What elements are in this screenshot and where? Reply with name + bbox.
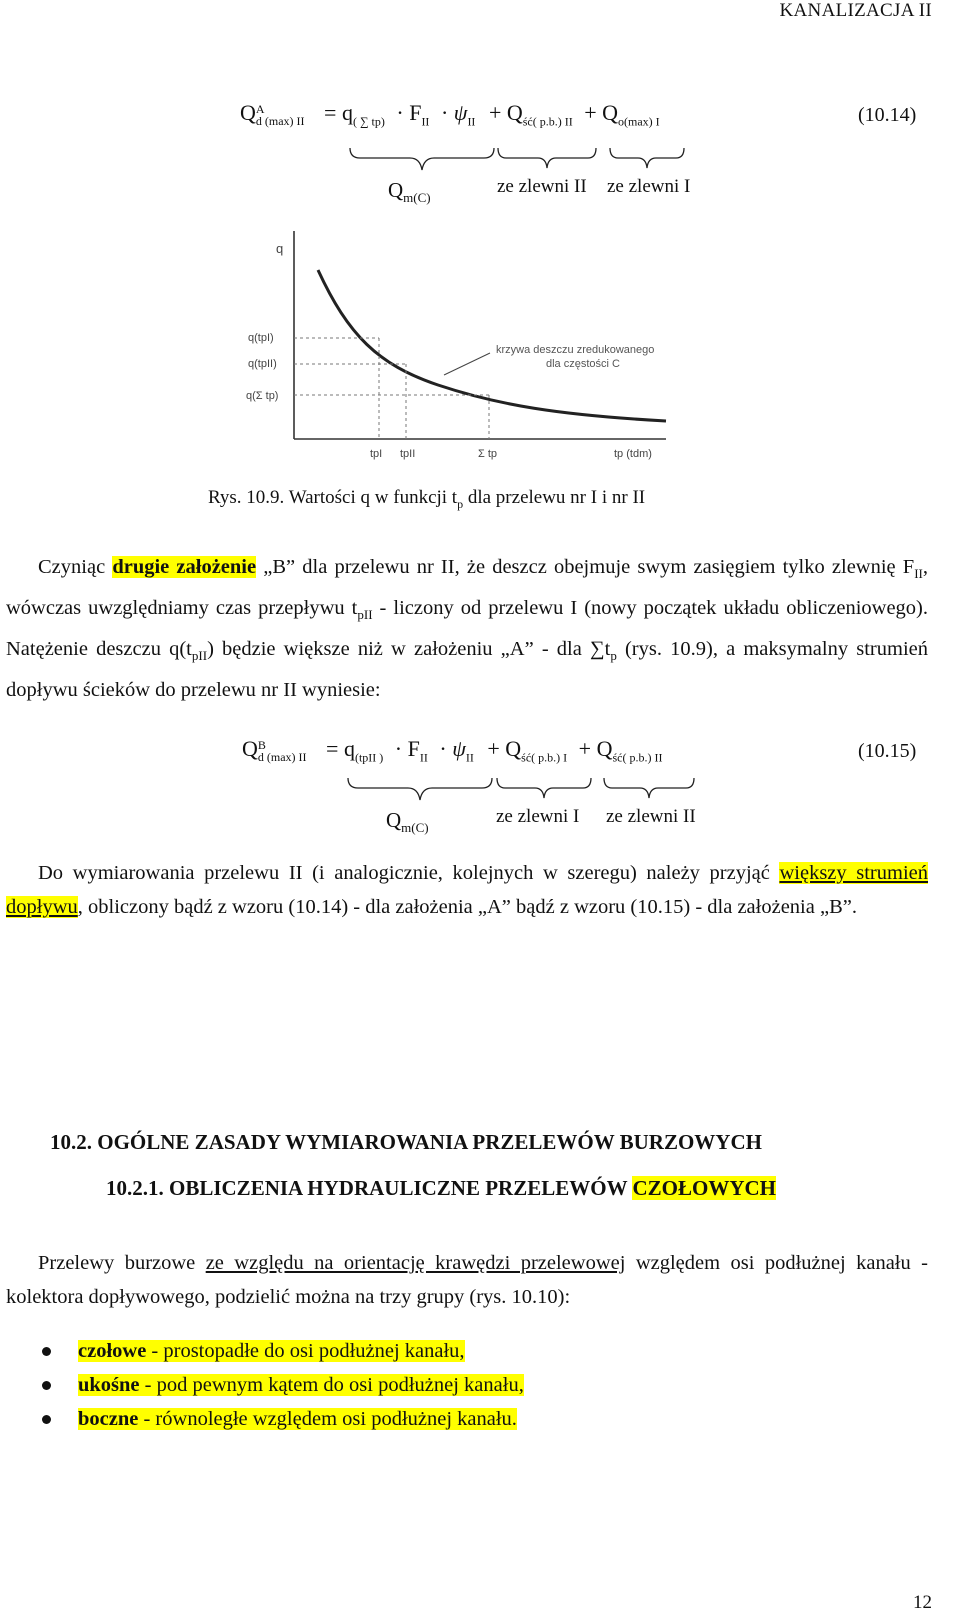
list-item bbox=[36, 1368, 524, 1402]
eq1-q3-sub: o(max) I bbox=[618, 114, 660, 129]
page-number: 12 bbox=[913, 1592, 932, 1613]
figure-10-9 bbox=[228, 225, 688, 475]
p2-text: , obliczony bądź z wzoru (10.14) - dla założenia „A” bądź z wzoru (10.15) - dla założenia „B”. bbox=[77, 896, 857, 918]
paragraph-1 bbox=[6, 550, 928, 707]
curve-label-2: dla częstości C bbox=[546, 358, 620, 370]
y-axis-label: q bbox=[276, 241, 284, 256]
list-item bbox=[36, 1402, 524, 1436]
subsection-heading-highlight: CZOŁOWYCH bbox=[632, 1176, 776, 1200]
bullet-text: - równoległe względem osi podłużnej kanału. bbox=[138, 1408, 517, 1430]
eq2-q3-sub: ść( p.b.) II bbox=[612, 750, 663, 765]
eq2-plus-q: + Q bbox=[487, 736, 522, 761]
figure-caption bbox=[208, 487, 645, 512]
paragraph-3-text bbox=[6, 1246, 928, 1314]
eq2-psi-sub: II bbox=[465, 750, 474, 765]
bullet-dot-icon bbox=[42, 1381, 51, 1390]
list-item bbox=[36, 1334, 524, 1368]
caption-text: dla przelewu nr I i nr II bbox=[463, 487, 646, 508]
brace-label-2: ze zlewni II bbox=[497, 176, 587, 197]
equation-number: (10.15) bbox=[858, 740, 917, 762]
eq2-f-sub: II bbox=[419, 750, 428, 765]
x-tick-3: Σ tp bbox=[478, 448, 498, 460]
p1-text: „B” dla przelewu nr II, że deszcz obejmuje swym zasięgiem tylko zlewnię F bbox=[256, 556, 915, 578]
eq1-f-sub: II bbox=[421, 114, 430, 129]
bullet-term: boczne bbox=[78, 1408, 139, 1430]
p1-text: , wówczas uwzględniamy czas przepływu t bbox=[6, 556, 928, 620]
eq2-plus-q: + Q bbox=[578, 736, 613, 761]
y-tick-2: q(tpII) bbox=[248, 358, 277, 370]
qm-label: Q bbox=[386, 808, 402, 832]
p1-text: Czyniąc bbox=[38, 556, 113, 578]
eq2-q-sub: (tpII ) bbox=[354, 750, 384, 765]
eq1-plus-q: + Q bbox=[488, 100, 523, 125]
eq1-q: = q bbox=[324, 100, 353, 125]
eq2-q: = q bbox=[326, 736, 355, 761]
y-tick-1: q(tpI) bbox=[248, 332, 274, 344]
eq2-q2-sub: ść( p.b.) I bbox=[521, 750, 568, 765]
brace-3 bbox=[610, 148, 684, 168]
y-tick-3: q(Σ tp) bbox=[246, 390, 279, 402]
eq1-q-sub: ( ∑ tp) bbox=[352, 114, 385, 129]
x-tick-2: tpII bbox=[400, 448, 416, 460]
eq2-lhs: Q bbox=[242, 736, 258, 761]
eq1-dot: · bbox=[440, 100, 449, 125]
p2-text: Do wymiarowania przelewu II (i analogicznie, kolejnych w szeregu) należy przyjąć bbox=[38, 862, 780, 884]
paragraph-2 bbox=[6, 856, 928, 924]
brace-label-3: ze zlewni II bbox=[606, 806, 696, 827]
brace-label-3: ze zlewni I bbox=[607, 176, 691, 197]
eq1-q2-sub: ść( p.b.) II bbox=[522, 114, 573, 129]
eq1-lhs: Q bbox=[240, 100, 256, 125]
p1-highlight: drugie założenie bbox=[112, 556, 257, 578]
brace-2 bbox=[498, 148, 596, 168]
brace-label-2: ze zlewni I bbox=[496, 806, 580, 827]
qm-sub: m(C) bbox=[403, 190, 431, 206]
x-tick-1: tpI bbox=[370, 448, 383, 460]
bullet-text: - pod pewnym kątem do osi podłużnej kanału, bbox=[139, 1374, 524, 1396]
brace-2 bbox=[497, 778, 591, 798]
eq1-psi-sub: II bbox=[467, 114, 476, 129]
eq1-psi: ψ bbox=[453, 100, 468, 125]
eq2-f: F bbox=[407, 736, 420, 761]
p1-text: - liczony od przelewu I (nowy początek układu obliczeniowego). Natężenie deszczu q(t bbox=[6, 597, 928, 661]
bullet-dot-icon bbox=[42, 1415, 51, 1424]
p1-text: (rys. 10.9), a maksymalny strumień dopływu ścieków do przelewu nr II wyniesie: bbox=[6, 638, 928, 702]
equation-10-15 bbox=[242, 736, 662, 765]
eq2-dot: · bbox=[439, 736, 447, 761]
subsection-heading bbox=[106, 1176, 776, 1201]
p3-underlined: ze względu na orientację krawędzi przelewowej bbox=[205, 1252, 626, 1274]
brace-1 bbox=[348, 778, 492, 800]
paragraph-3 bbox=[6, 1246, 928, 1314]
eq1-dot: · bbox=[396, 100, 404, 125]
brace-3 bbox=[604, 778, 694, 798]
bullet-list bbox=[36, 1334, 524, 1436]
paragraph-1-text bbox=[6, 550, 928, 707]
bullet-term: czołowe bbox=[78, 1340, 147, 1362]
eq1-lhs-sup: A bbox=[255, 101, 265, 116]
p1-text: ) będzie większe niż w założeniu „A” - dla ∑t bbox=[207, 638, 611, 661]
qm-sub: m(C) bbox=[401, 820, 429, 836]
caption-sub: p bbox=[457, 496, 464, 511]
eq1-f: F bbox=[409, 100, 422, 125]
p2-highlight: większy strumień dopływu bbox=[6, 862, 928, 918]
bullet-dot-icon bbox=[42, 1347, 51, 1356]
subsection-heading-text: 10.2.1. OBLICZENIA HYDRAULICZNE PRZELEWÓW bbox=[106, 1176, 633, 1200]
paragraph-2-text bbox=[6, 856, 928, 924]
brace-label-qm bbox=[388, 178, 431, 206]
underbraces bbox=[0, 770, 960, 810]
equation-number: (10.14) bbox=[858, 104, 917, 126]
section-heading: 10.2. OGÓLNE ZASADY WYMIAROWANIA PRZELEWÓW BURZOWYCH bbox=[50, 1130, 762, 1154]
bullet-term: ukośne bbox=[78, 1374, 140, 1396]
running-header: KANALIZACJA II bbox=[779, 0, 932, 21]
x-axis-label: tp (tdm) bbox=[614, 448, 652, 460]
curve-label-1: krzywa deszczu zredukowanego bbox=[496, 344, 655, 356]
bullet-text: - prostopadłe do osi podłużnej kanału, bbox=[146, 1340, 465, 1362]
label-pointer bbox=[444, 353, 490, 375]
brace-1 bbox=[350, 148, 494, 170]
eq2-dot: · bbox=[394, 736, 403, 761]
equation-10-14 bbox=[240, 100, 660, 129]
qm-label: Q bbox=[388, 178, 404, 202]
eq2-lhs-sub: d (max) II bbox=[257, 749, 307, 764]
underbraces bbox=[0, 140, 960, 180]
p1-sub: pII bbox=[191, 648, 208, 664]
p1-sub: p bbox=[610, 648, 617, 664]
eq2-lhs-sup: B bbox=[257, 737, 266, 752]
p3-text: względem osi podłużnej kanału - kolektora dopływowego, podzielić można na trzy grupy (rys. 10.10): bbox=[6, 1252, 928, 1308]
brace-label-qm bbox=[386, 808, 429, 836]
caption-text: Rys. 10.9. Wartości q w funkcji t bbox=[208, 487, 458, 508]
p1-sub: pII bbox=[357, 607, 373, 623]
eq1-plus-q: + Q bbox=[584, 100, 619, 125]
eq1-lhs-sub: d (max) II bbox=[255, 113, 305, 128]
eq2-psi: ψ bbox=[452, 736, 466, 761]
p3-text: Przelewy burzowe bbox=[38, 1252, 206, 1274]
p1-sub: II bbox=[914, 566, 923, 582]
